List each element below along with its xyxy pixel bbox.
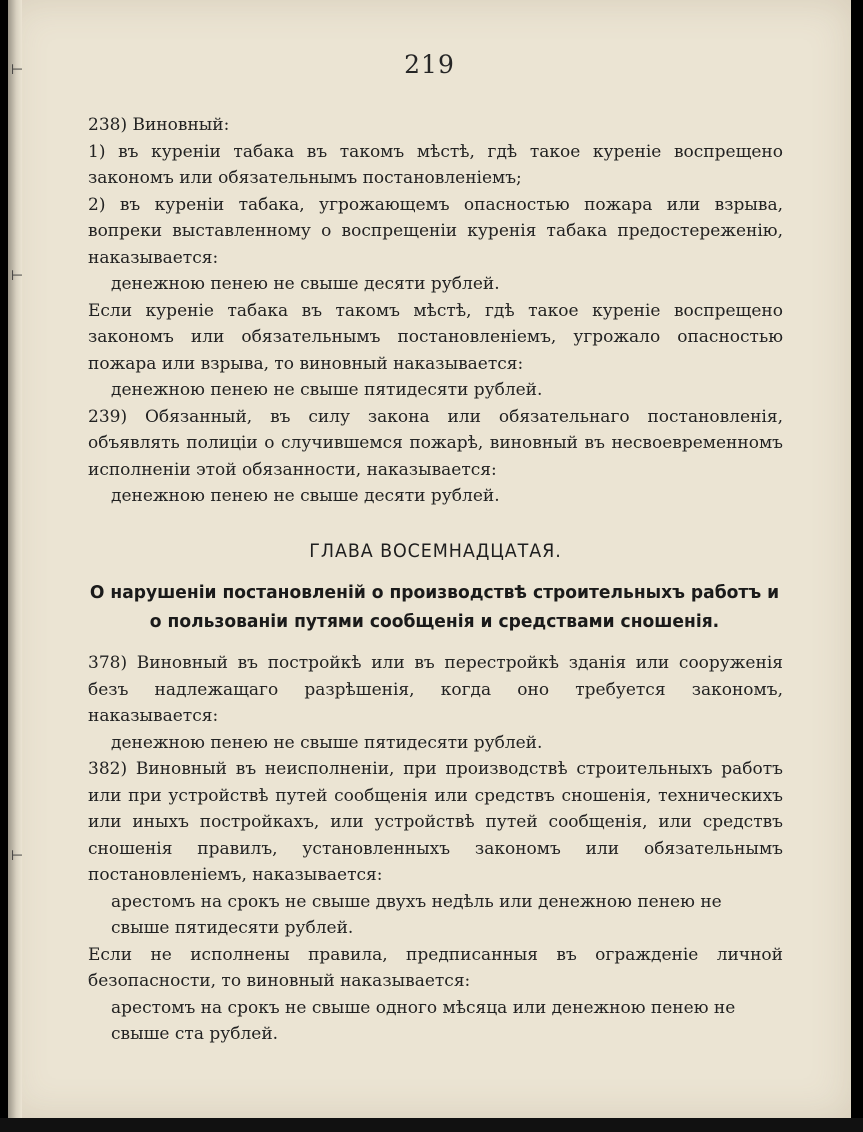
penalty-clause: денежною пенею не свыше пятидесяти рублей. (111, 732, 543, 753)
margin-tick-mark: ⊢ (11, 268, 24, 284)
article-paragraph: 378) Виновный въ постройкѣ или въ перестройкѣ зданія или сооруженія безъ надлежащаго разрѣшенія, когда оно требуется закономъ, наказывается: (88, 653, 783, 726)
page-binding-edge (8, 0, 22, 1118)
chapter-subtitle: О нарушеніи постановленій о производствѣ строительныхъ работъ и о пользованіи путями сообщенія и средствами сношенія. (89, 582, 780, 632)
article-paragraph: 382) Виновный въ неисполненіи, при производствѣ строительныхъ работъ или при устройствѣ путей сообщенія или средствъ сношенія, техническихъ или иныхъ постройкахъ, или устройствѣ путей сообщенія, или средствъ сношенія правилъ, установленныхъ закономъ или обязательнымъ постановленіемъ, наказывается: (88, 759, 783, 885)
penalty-clause: денежною пенею не свыше десяти рублей. (111, 486, 500, 506)
article-paragraph: 2) въ куреніи табака, угрожающемъ опасностью пожара или взрыва, вопреки выставленному о воспрещеніи куренія табака предостереженію, наказывается: (88, 194, 783, 268)
article-paragraph: 1) въ куреніи табака въ такомъ мѣстѣ, гдѣ такое куреніе воспрещено закономъ или обязательнымъ постановленіемъ; (88, 141, 783, 188)
penalty-clause: денежною пенею не свыше пятидесяти рублей. (111, 380, 543, 400)
margin-tick-mark: ⊢ (11, 848, 24, 864)
document-page (8, 0, 851, 1118)
page-body (88, 112, 783, 1048)
article-paragraph: Если куреніе табака въ такомъ мѣстѣ, гдѣ такое куреніе воспрещено закономъ или обязательнымъ постановленіемъ, угрожало опасностью пожара или взрыва, то виновный наказывается: (88, 300, 783, 374)
page-number: 219 (404, 50, 455, 79)
margin-tick-mark: ⊢ (11, 62, 24, 78)
chapter-title: ГЛАВА ВОСЕМНАДЦАТАЯ. (309, 539, 562, 562)
penalty-clause: денежною пенею не свыше десяти рублей. (111, 274, 500, 294)
article-paragraph: 238) Виновный: (88, 115, 230, 135)
scan-border (0, 1118, 863, 1132)
penalty-clause: арестомъ на срокъ не свыше двухъ недѣль или денежною пенею не свыше пятидесяти рублей. (111, 891, 722, 938)
penalty-clause: арестомъ на срокъ не свыше одного мѣсяца или денежною пенею не свыше ста рублей. (111, 997, 736, 1044)
article-paragraph: 239) Обязанный, въ силу закона или обязательнаго постановленія, объявлять полиціи о случившемся пожарѣ, виновный въ несвоевременномъ исполненіи этой обязанности, наказывается: (88, 406, 783, 480)
article-paragraph: Если не исполнены правила, предписанныя въ огражденіе личной безопасности, то виновный наказывается: (88, 944, 783, 991)
section-bottom (88, 650, 783, 1048)
section-top (88, 112, 783, 510)
